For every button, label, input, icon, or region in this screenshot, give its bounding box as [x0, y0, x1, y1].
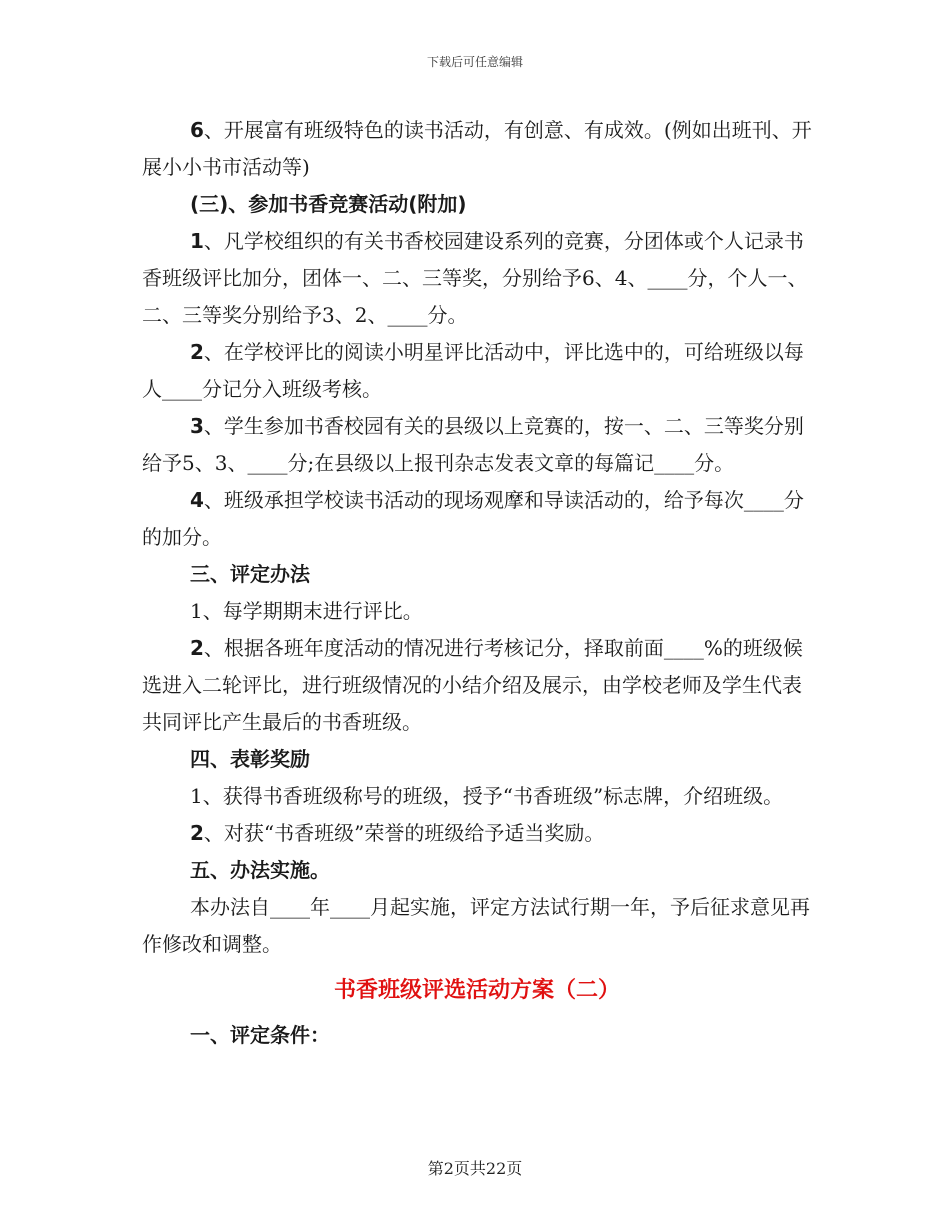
page-footer: 第2页共22页 [427, 1159, 523, 1178]
paragraph-competition-4: 4、班级承担学校读书活动的现场观摩和导读活动的，给予每次____分的加分。 [142, 488, 804, 549]
paragraph-item-6: 6、开展富有班级特色的读书活动，有创意、有成效。(例如出班刊、开展小小书市活动等) [142, 118, 812, 179]
paragraph-implementation: 本办法自____年____月起实施，评定方法试行期一年，予后征求意见再作修改和调整。 [142, 895, 810, 956]
paragraph-competition-3: 3、学生参加书香校园有关的县级以上竞赛的，按一、二、三等奖分别给予5、3、____分;在县级以上报刊杂志发表文章的每篇记____分。 [142, 414, 804, 475]
heading-awards: 四、表彰奖励 [190, 747, 310, 771]
paragraph-competition-2: 2、在学校评比的阅读小明星评比活动中，评比选中的，可给班级以每人____分记分入班级考核。 [142, 340, 804, 401]
paragraph-awards-1: 1、获得书香班级称号的班级，授予“书香班级”标志牌，介绍班级。 [190, 784, 784, 808]
heading-evaluation-method: 三、评定办法 [190, 562, 310, 586]
paragraph-awards-2: 2、对获“书香班级”荣誉的班级给予适当奖励。 [190, 821, 605, 845]
sub-heading-criteria: 一、评定条件： [190, 1023, 330, 1047]
page-header: 下载后可任意编辑 [426, 55, 523, 69]
section-title: 书香班级评选活动方案（二） [333, 978, 620, 1003]
paragraph-evaluation-2: 2、根据各班年度活动的情况进行考核记分，择取前面____%的班级候选进入二轮评比，进行班级情况的小结介绍及展示，由学校老师及学生代表共同评比产生最后的书香班级。 [142, 636, 803, 734]
paragraph-competition-1: 1、凡学校组织的有关书香校园建设系列的竞赛，分团体或个人记录书香班级评比加分，团体一、二、三等奖，分别给予6、4、____分，个人一、二、三等奖分别给予3、2、____分。 [142, 229, 808, 327]
paragraph-evaluation-1: 1、每学期期末进行评比。 [190, 599, 423, 623]
heading-competition: (三)、参加书香竞赛活动(附加) [190, 192, 467, 216]
document-body [142, 112, 812, 1054]
heading-implementation: 五、办法实施。 [190, 858, 330, 882]
